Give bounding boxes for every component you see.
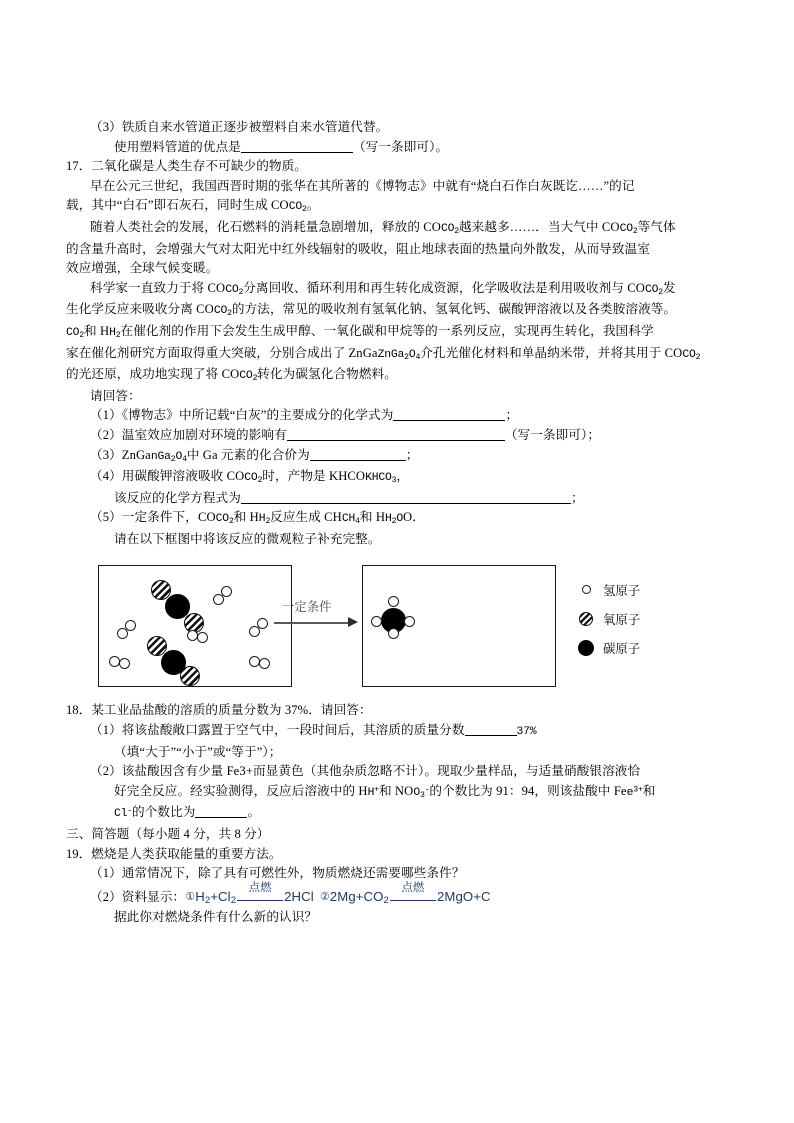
formula-znga2o4: $nGa_2O_4$: [150, 450, 187, 464]
product-box[interactable]: [362, 565, 556, 687]
arrow-line: [274, 622, 350, 624]
answer-blank[interactable]: [287, 440, 505, 441]
equation-2-marker: ②: [319, 891, 330, 904]
q17-para3-line3-c: 在催化剂的作用下会发生生成甲醇、一氧化碳和甲烷等的一系列反应，实现再生转化，我国科学: [120, 323, 654, 338]
q17-sub5-b: 和 H: [233, 510, 259, 525]
oxygen-atom-icon: [180, 666, 200, 686]
formula-co2: $CO_2$: [225, 283, 244, 297]
q17-sub5-a: （5）一定条件下，CO: [90, 510, 216, 525]
q17-sub4-a: （4）用碳酸钾溶液吸收 CO: [90, 469, 245, 484]
q17-sub4-line2: [66, 489, 714, 509]
hydrogen-atom-icon: [404, 616, 415, 627]
q18-sub2-line2-d: 和: [642, 783, 656, 798]
oxygen-atom-icon: [574, 612, 598, 626]
formula-co2: $CO_2$: [239, 370, 258, 383]
q18-stem-text: 某工业品盐酸的溶质的质量分数为 37%．请回答：: [91, 703, 372, 718]
formula-ch4: $CH_4$: [341, 513, 360, 527]
q18-stem: [66, 701, 714, 721]
formula-co2: $CO_2$: [619, 222, 638, 236]
q17-stem-text: 二氧化碳是人类生存不可缺少的物质。: [91, 159, 307, 174]
q17-para3-line5-b: 转化为碳氢化合物燃料。: [257, 367, 397, 382]
q18-sub2: （2）该盐酸因含有少量 Fe3+而显黄色（其他杂质忽略不计）。现取少量样品，与适量硝酸银溶液恰: [90, 764, 641, 779]
condition-label: 点燃: [401, 881, 425, 894]
q17-sub5: [66, 508, 714, 530]
q17-para3-line4-c: 介孔光催化材料和单晶纳米带，并将其用于 CO: [420, 345, 683, 360]
q17-para2-line1-b: 越来越多……．当大气中 CO: [458, 219, 620, 234]
q17-para3-line4: [66, 344, 714, 366]
formula-khco3: $KHCO_3$: [365, 472, 397, 485]
equation-2: [319, 881, 491, 908]
reaction-arrow-ignite: [390, 881, 436, 904]
formula-h2: $H_2$: [109, 326, 121, 340]
eq1-left-b: $+Cl_2$: [210, 889, 237, 907]
legend-label: 碳原子: [603, 641, 641, 656]
q17-para2-line1: [66, 218, 714, 240]
eq2-right: 2MgO+C: [436, 889, 491, 905]
q17-para3-line2-b: 的方法，常见的吸收剂有氢氧化钠、氢氧化钙、碳酸钾溶液以及各类胺溶液等。: [231, 302, 677, 317]
q16-item3-sub-post: （写一条即可）。: [352, 139, 449, 154]
q17-sub5-c: 反应生成 CH: [270, 510, 342, 525]
q17-sub2-text: （2）温室效应加剧对环境的影响有: [90, 427, 287, 442]
q17-answer-prompt: 请回答：: [90, 388, 141, 403]
formula-co2: $CO_2$: [213, 305, 232, 319]
eq1-right: 2HCl: [284, 889, 314, 905]
q17-sub3: [66, 446, 714, 468]
q19-stem: [66, 845, 714, 865]
ion-nitrate: $O_3^-$: [413, 785, 430, 800]
q17-para1-line2-a: 载，其中“白石”即石灰石，同时生成 CO: [66, 198, 289, 213]
q17-sub5-e: O．: [403, 510, 425, 525]
q18-sub2-line3: [66, 803, 714, 825]
q17-sub4: [66, 467, 714, 489]
q18-sub1: [66, 721, 714, 743]
hydrogen-atom-icon: [259, 658, 270, 669]
q18-sub2-line3-b: 的个数比为: [132, 805, 196, 820]
hydrogen-atom-icon: [574, 585, 598, 594]
q17-sub4-line2-b: ；: [570, 490, 584, 505]
q17-para3-line1-b: 分离回收、循环利用和再生转化成资源，化学吸收法是利用吸收剂与 CO: [243, 280, 645, 295]
q19-stem-text: 燃烧是人类获取能量的重要方法。: [91, 846, 282, 861]
q17-sub2: [66, 426, 714, 446]
answer-blank[interactable]: [465, 735, 517, 736]
formula-co2: $CO_2$: [644, 283, 663, 297]
arrow-bar: [237, 900, 283, 901]
legend-item-hydrogen: [574, 575, 704, 604]
answer-blank[interactable]: [393, 420, 505, 421]
q17-para2-line1-c: 等气体: [637, 219, 676, 234]
q18-sub2-line2-b: 和 NO: [378, 783, 414, 798]
q16-item3: （3）铁质自来水管道正逐步被塑料自来水管道代替。: [90, 120, 389, 134]
q17-para3-line1-a: 科学家一直致力于将 CO: [90, 280, 226, 295]
hydrogen-atom-icon: [249, 626, 260, 637]
q18-sub1-value: 37%: [516, 726, 537, 739]
diagram-legend: [574, 575, 704, 662]
q18-sub2-line2-c: 的个数比为 91：94，则该盐酸中 Fe: [429, 783, 627, 798]
q17-sub1-end: ；: [505, 408, 519, 423]
answer-blank[interactable]: [241, 152, 353, 153]
q17-para1-line2-b: 。: [306, 198, 320, 213]
q17-para2-line3: 效应增强，全球气候变暖。: [66, 261, 219, 276]
q18-sub1-text: （1）将该盐酸敞口露置于空气中，一段时间后，其溶质的质量分数: [90, 723, 465, 738]
hydrogen-atom-icon: [197, 632, 208, 643]
q17-sub2-end: （写一条即可）；: [504, 427, 601, 442]
arrow-head-icon: [348, 617, 358, 627]
q17-sub4-b: 时，产物是 KHCO: [262, 469, 366, 484]
answer-blank[interactable]: [195, 817, 247, 818]
q19-number: 19．: [66, 846, 92, 861]
formula-znga2o4: $ZnGa_2O_4$: [377, 348, 421, 362]
hydrogen-atom-icon: [388, 596, 399, 607]
formula-co2: $CO_2$: [682, 348, 701, 362]
equation-1-marker: ①: [185, 891, 196, 904]
q17-number: 17．: [66, 159, 92, 174]
legend-label: 氢原子: [603, 583, 641, 598]
q17-sub3-a: （3）ZnGa: [90, 447, 151, 462]
q17-para3-line4-a: 家在催化剂研究方面取得重大突破，分别合成出了 ZnGa: [66, 345, 378, 360]
legend-label: 氧原子: [603, 612, 641, 627]
formula-co2: $CO_2$: [440, 222, 459, 236]
q17-sub5-d: 和 H: [359, 510, 386, 525]
reaction-arrow-ignite: [237, 881, 283, 904]
q17-para3-line5: [66, 365, 714, 387]
page-content: [66, 118, 714, 927]
reaction-condition-label: 一定条件: [282, 600, 332, 615]
formula-h2o: $H_2O$: [385, 513, 404, 527]
hydrogen-atom-icon: [388, 628, 399, 639]
section-3-heading: 三、简答题（每小题 4 分，共 8 分）: [66, 827, 270, 842]
q17-para3-line2: [66, 300, 714, 322]
ion-h-plus: H+: [367, 785, 379, 799]
q19-sub2-line2: 据此你对燃烧条件有什么新的认识？: [114, 909, 318, 924]
hydrogen-atom-icon: [213, 594, 224, 605]
q18-sub2-line2: [66, 782, 714, 804]
legend-item-oxygen: [574, 604, 704, 633]
reaction-arrow: [272, 597, 368, 637]
q17-para2-line1-a: 随着人类社会的发展，化石燃料的消耗量急剧增加，释放的 CO: [90, 219, 441, 234]
eq1-left-a: $H_2$: [195, 889, 211, 907]
hydrogen-atom-icon: [119, 658, 130, 669]
formula-co2: $CO_2$: [66, 326, 84, 340]
eq2-left-a: $2Mg+CO_2$: [329, 889, 389, 907]
q18-sub2-line3-c: 。: [247, 805, 261, 820]
q17-para3-line5-a: 的光还原，成功地实现了将 CO: [66, 367, 240, 382]
q16-item3-sub: [66, 138, 714, 158]
formula-h2: $H_2$: [258, 513, 271, 527]
q17-para3-line3: [66, 322, 714, 344]
equation-1: [185, 881, 314, 908]
ion-chloride: Cl-: [114, 807, 132, 821]
q17-sub1-text: （1）《博物志》中所记载“白灰”的主要成分的化学式为: [90, 408, 394, 423]
formula-co2: $CO_2$: [244, 472, 263, 485]
hydrogen-atom-icon: [371, 616, 382, 627]
q19-sub2-prefix: （2）资料显示：: [90, 890, 186, 905]
q17-para2-line2: 的含量升高时，会增强大气对太阳光中红外线辐射的吸收，阻止地球表面的热量向外散发，从而导致温室: [66, 241, 650, 256]
q17-stem: [66, 157, 714, 177]
particle-diagram: [66, 561, 714, 689]
q17-sub4-c: ，: [396, 469, 410, 484]
legend-item-carbon: [574, 633, 704, 662]
q18-sub2-line2-a: 好完全反应。经实验测得，反应后溶液中的 H: [114, 783, 368, 798]
reactant-box[interactable]: [98, 565, 292, 687]
hydrogen-atom-icon: [117, 628, 128, 639]
q17-para3-line2-a: 生化学反应来吸收分离 CO: [66, 302, 214, 317]
formula-co2: $CO_2$: [288, 201, 307, 215]
q19-sub2: [66, 881, 714, 908]
formula-co2: $CO_2$: [215, 513, 234, 527]
condition-label: 点燃: [248, 881, 272, 894]
q17-para3-line1-c: 发: [662, 280, 676, 295]
ion-fe3-plus: $e^{3+}$: [626, 785, 643, 799]
q19-sub1: （1）通常情况下，除了具有可燃性外，物质燃烧还需要哪些条件？: [90, 866, 465, 881]
q17-sub1: [66, 406, 714, 426]
q17-sub5-line2: 请在以下框图中将该反应的微观粒子补充完整。: [114, 531, 381, 546]
q17-para1-line2: [66, 196, 714, 218]
q16-item3-sub-pre: 使用塑料管道的优点是: [114, 139, 241, 154]
q17-para1-line1: 早在公元三世纪，我国西晋时期的张华在其所著的《博物志》中就有“烧白石作白灰既讫……”的记: [90, 178, 635, 193]
arrow-bar: [390, 900, 436, 901]
carbon-atom-icon: [574, 640, 598, 656]
q17-sub4-line2-a: 该反应的化学方程式为: [114, 490, 241, 505]
answer-blank[interactable]: [241, 503, 571, 504]
q17-para3-line1: [66, 279, 714, 301]
answer-blank[interactable]: [310, 460, 406, 461]
q17-sub3-c: 中 Ga 元素的化合价为: [186, 447, 310, 462]
q17-para3-line3-b: 和 H: [84, 323, 110, 338]
q17-sub3-d: ；: [405, 447, 419, 462]
q18-number: 18．: [66, 703, 92, 718]
q18-sub1-line2: （填“大于”“小于”或“等于”）；: [114, 744, 282, 759]
